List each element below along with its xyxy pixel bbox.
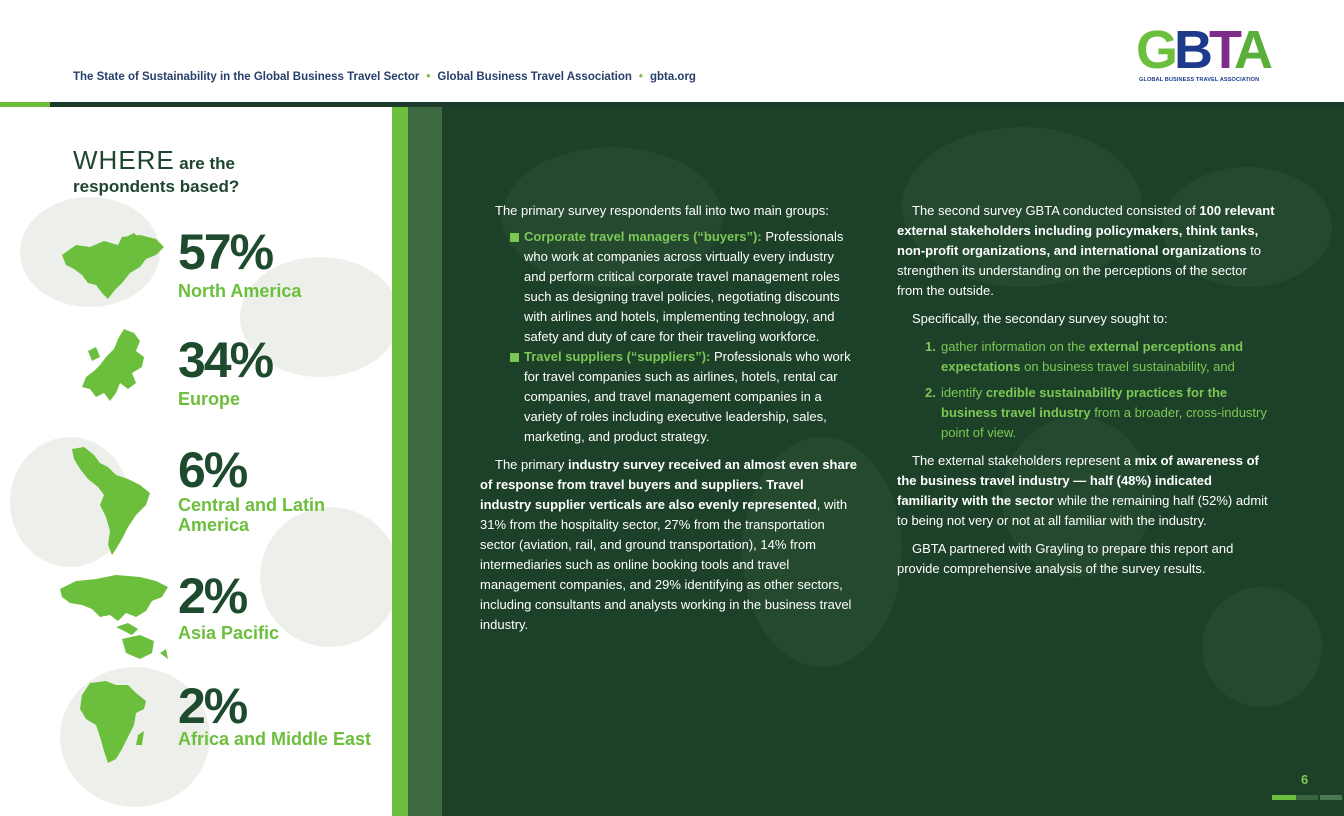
secondary-survey-aim: Specifically, the secondary survey sought to: xyxy=(912,311,1168,326)
stakeholders-detail: while the remaining half (52%) admit to being not very or not at all familiar with the industry. xyxy=(897,493,1268,528)
bullet-buyers xyxy=(480,227,858,347)
region-name: Asia Pacific xyxy=(178,623,280,643)
region-name: North America xyxy=(178,281,302,301)
text-column-1 xyxy=(480,201,858,643)
aim-item-1-detail: on business travel sustainability, and xyxy=(1024,359,1235,374)
aim-item-1-lead: gather information on the xyxy=(941,339,1086,354)
report-title: The State of Sustainability in the Global Business Travel Sector xyxy=(73,71,420,83)
logo-letter-t: T xyxy=(1209,20,1234,80)
region-europe xyxy=(0,327,392,427)
aim-item-1 xyxy=(897,337,1275,377)
aim-item-2 xyxy=(897,383,1275,443)
stakeholders-paragraph xyxy=(897,451,1275,531)
logo-letter-a: A xyxy=(1234,20,1269,80)
respondents-panel xyxy=(0,107,392,816)
page-header xyxy=(0,0,1344,102)
intro-paragraph: The primary survey respondents fall into two main groups: xyxy=(495,203,829,218)
aim-item-number: 2. xyxy=(925,385,936,400)
bullet-buyers-text: Professionals who work at companies across virtually every industry and perform critical corporate travel management roles such as designing travel policies, negotiating discounts with airlines and hotels, implementing technology, and safety and duty of care for their traveling workforce. xyxy=(524,229,844,344)
industry-survey-detail: , with 31% from the hospitality sector, 27% from the transportation sector (aviation, rail, and ground transportation), 14% from intermediaries such as online booking tools and travel management companies, and 29% identifying as other sectors, including consultants and analysts working in the business travel industry. xyxy=(480,497,852,632)
industry-survey-lead: The primary xyxy=(495,457,565,472)
bullet-suppliers xyxy=(480,347,858,447)
header-separator: • xyxy=(638,71,643,83)
second-survey-lead: The second survey GBTA conducted consisted of xyxy=(912,203,1196,218)
bullet-suppliers-label: Travel suppliers (“suppliers”): xyxy=(524,349,711,364)
region-percent: 57% xyxy=(178,224,273,280)
industry-survey-highlight: industry survey received an almost even share of response from travel buyers and suppliers. Travel industry supplier verticals are also evenly represented xyxy=(480,457,858,512)
bullet-square-icon xyxy=(510,353,519,362)
north-america-map-icon xyxy=(60,233,168,303)
logo-letter-g: G xyxy=(1136,20,1175,80)
title-are-the: are the xyxy=(179,154,235,173)
bullet-square-icon xyxy=(510,233,519,242)
bullet-buyers-label: Corporate travel managers (“buyers”): xyxy=(524,229,762,244)
second-survey-paragraph xyxy=(897,201,1275,301)
page-indicator-bar xyxy=(1272,795,1296,800)
europe-map-icon xyxy=(76,327,152,407)
region-percent: 2% xyxy=(178,678,247,734)
background-map-texture xyxy=(1202,587,1322,707)
region-latin-america xyxy=(0,439,392,559)
asia-pacific-map-icon xyxy=(56,573,172,663)
region-percent: 2% xyxy=(178,568,247,624)
second-survey-detail: to strengthen its understanding on the perceptions of the sector from the outside. xyxy=(897,243,1262,298)
latin-america-map-icon xyxy=(70,445,156,555)
accent-bar-mid xyxy=(408,107,442,816)
website-link[interactable]: gbta.org xyxy=(649,71,696,83)
region-percent: 6% xyxy=(178,442,247,498)
region-name: Africa and Middle East xyxy=(178,729,372,749)
stakeholders-lead: The external stakeholders represent a xyxy=(912,453,1131,468)
aim-item-2-lead: identify xyxy=(941,385,983,400)
gbta-logo xyxy=(1136,22,1276,86)
grayling-paragraph: GBTA partnered with Grayling to prepare this report and provide comprehensive analysis of the survey results. xyxy=(897,541,1234,576)
africa-map-icon xyxy=(76,679,152,765)
industry-survey-paragraph xyxy=(480,455,858,635)
region-percent: 34% xyxy=(178,332,273,388)
page-indicator-bar xyxy=(1320,795,1342,800)
bullet-suppliers-text: Professionals who work for travel companies such as airlines, hotels, rental car companies, and travel management companies in a variety of roles including executive leadership, sales, marketing, and product strategy. xyxy=(524,349,851,444)
region-name: Central and Latin America xyxy=(178,495,326,535)
org-name: Global Business Travel Association xyxy=(437,71,632,83)
aim-item-number: 1. xyxy=(925,339,936,354)
region-north-america xyxy=(0,225,392,325)
region-africa-middle-east xyxy=(0,679,392,789)
logo-letters xyxy=(1136,22,1269,78)
logo-letter-b: B xyxy=(1174,20,1210,80)
section-title xyxy=(73,145,239,197)
title-where: WHERE xyxy=(73,145,175,175)
aim-item-1-highlight: external perceptions and expectations xyxy=(941,339,1244,374)
page-number: 6 xyxy=(1301,772,1309,787)
logo-tagline: GLOBAL BUSINESS TRAVEL ASSOCIATION xyxy=(1139,77,1260,83)
region-name: Europe xyxy=(178,389,241,409)
accent-bar-bright xyxy=(392,107,408,816)
region-asia-pacific xyxy=(0,567,392,667)
header-separator: • xyxy=(426,71,431,83)
aim-item-2-detail: from a broader, cross-industry point of view. xyxy=(941,405,1267,440)
aim-item-2-highlight: credible sustainability practices for the business travel industry xyxy=(941,385,1228,420)
text-column-2 xyxy=(897,201,1275,587)
stakeholders-highlight: mix of awareness of the business travel industry — half (48%) indicated familiarity with the sector xyxy=(897,453,1259,508)
title-respondents-based: respondents based? xyxy=(73,177,240,196)
header-running-title xyxy=(73,71,696,83)
page-indicator-bar xyxy=(1296,795,1318,800)
second-survey-highlight: 100 relevant external stakeholders including policymakers, think tanks, non-profit organizations, and international organizations xyxy=(897,203,1275,258)
